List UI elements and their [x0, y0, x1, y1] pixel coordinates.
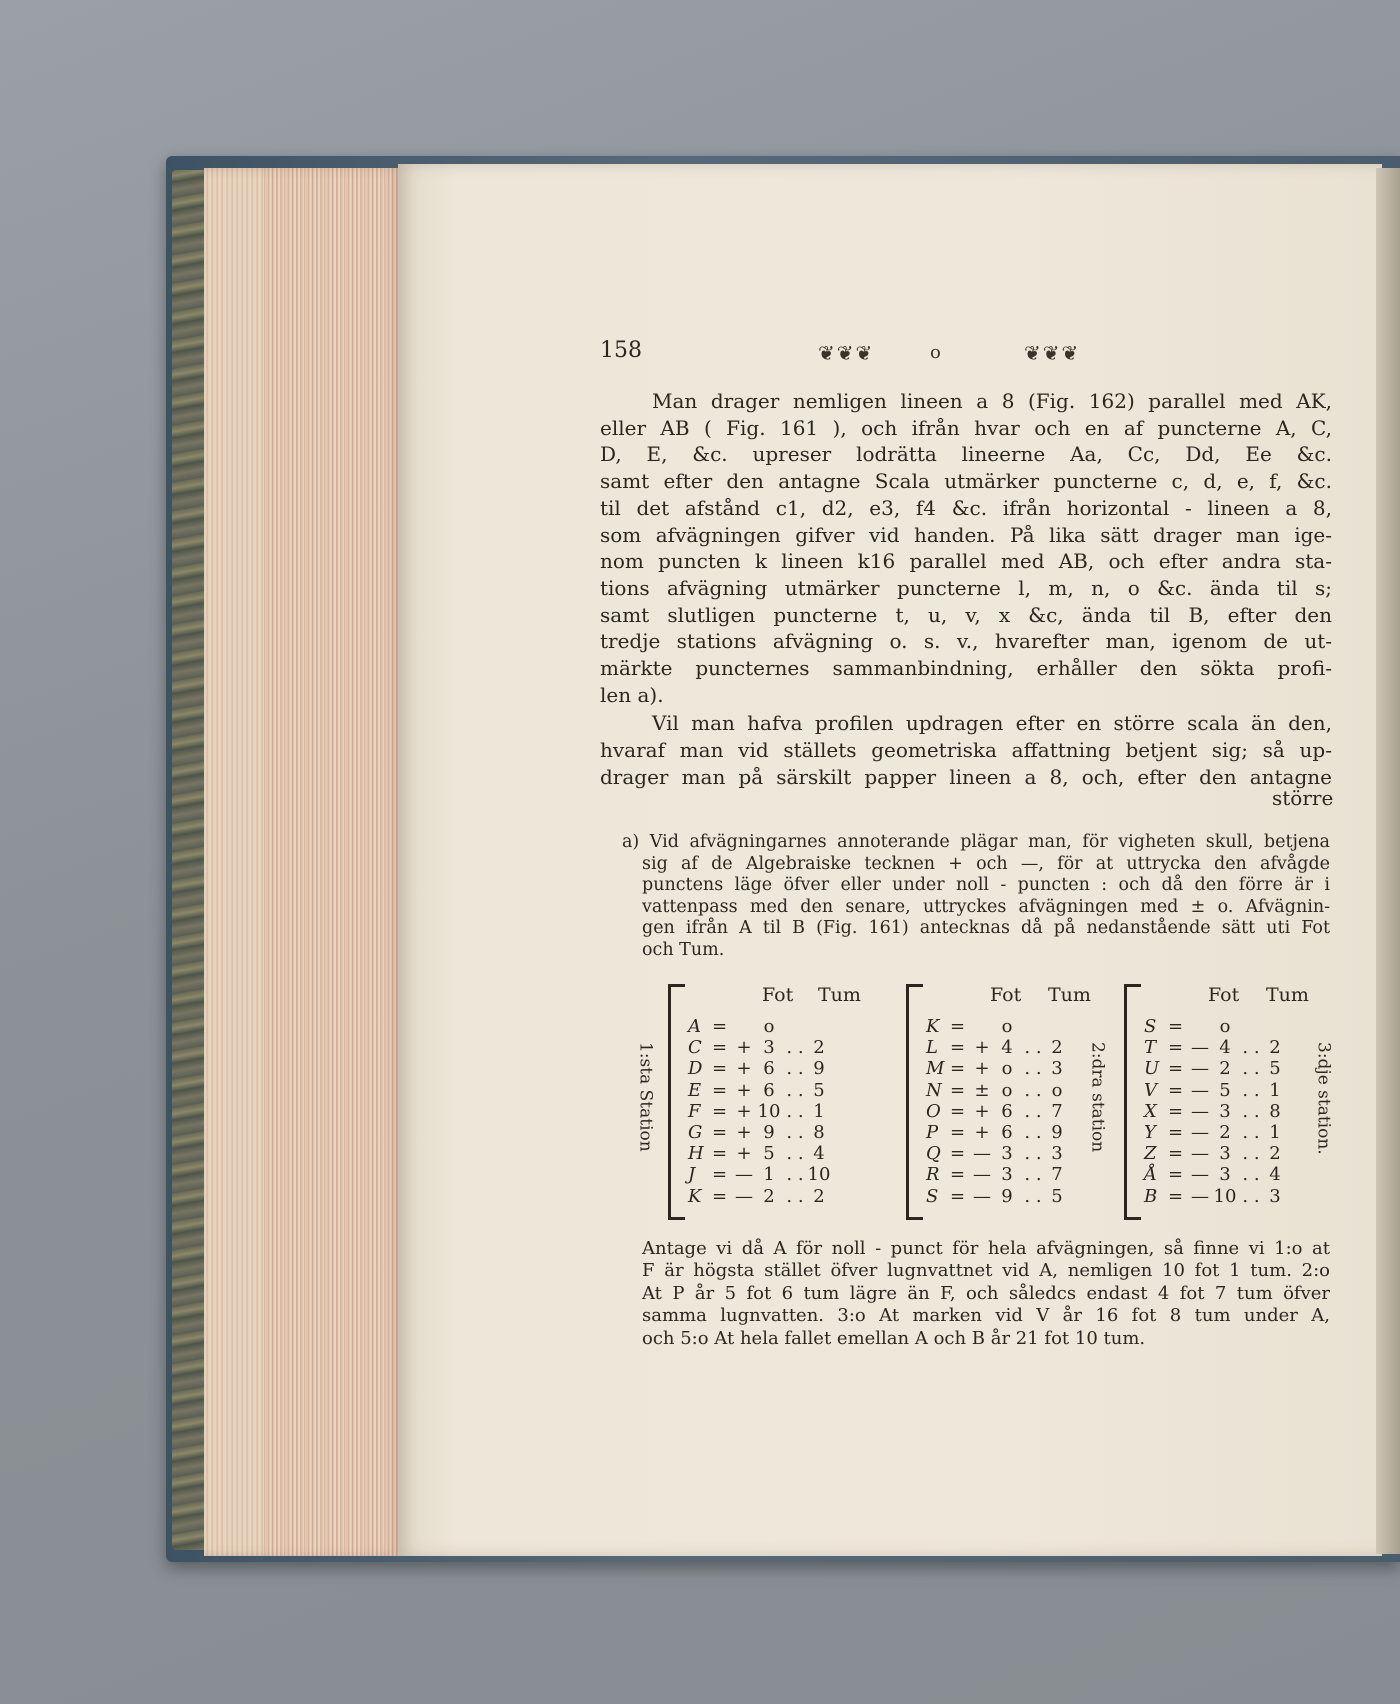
table-row [926, 1037, 1070, 1058]
cell-fot: 2 [1219, 1058, 1231, 1080]
equals-sign: = [1168, 1185, 1184, 1207]
table-bracket [1124, 984, 1141, 1220]
table-row [926, 1080, 1070, 1101]
equals-sign: = [712, 1058, 728, 1080]
conclusion-line: Antage vi då A för noll - punct för hela afvägningen, så finne vi 1:o at [642, 1238, 1330, 1259]
page-edges [204, 168, 400, 1556]
footnote-line: vattenpass med den senare, uttryckes afvägningen med ± o. Afvägnin- [642, 896, 1330, 917]
footnote-line: punctens läge öfver eller under noll - puncten : och då den förre är i [642, 875, 1330, 896]
body-line: tredje stations afvägning o. s. v., hvarefter man, igenom de ut- [600, 629, 1332, 654]
cell-fot: 6 [1001, 1122, 1013, 1143]
cell-sign: + [974, 1122, 990, 1143]
cell-tum: 2 [1269, 1037, 1281, 1059]
body-line: Vil man hafva profilen updragen efter en större scala än den, [652, 711, 1332, 736]
cell-var: P [926, 1122, 939, 1143]
body-line: len a). [600, 682, 664, 707]
separator-dots: . . [786, 1079, 804, 1101]
table-row [1144, 1058, 1288, 1079]
cell-tum: 1 [1269, 1122, 1281, 1143]
cell-sign: — [973, 1185, 991, 1207]
body-line: D, E, &c. upreser lodrätta lineerne Aa, Cc, Dd, Ee &c. [600, 442, 1332, 467]
equals-sign: = [1168, 1016, 1184, 1037]
cell-fot: 4 [1219, 1037, 1231, 1059]
body-line: eller AB ( Fig. 161 ), och ifrån hvar och en af puncterne A, C, [600, 415, 1332, 440]
conclusion-line: F är högsta stället öfver lugnvattnet vid A, nemligen 10 fot 1 tum. 2:o [642, 1260, 1330, 1282]
table-row [688, 1143, 832, 1164]
table-row [688, 1037, 832, 1058]
marbled-edge [172, 170, 206, 1550]
table-row [688, 1101, 832, 1122]
cell-var: C [688, 1037, 702, 1059]
station-label: 2:dra station [1087, 1042, 1108, 1153]
cell-fot: 9 [763, 1122, 775, 1143]
equals-sign: = [950, 1016, 966, 1037]
cell-tum: 1 [1269, 1079, 1281, 1101]
table-row [1144, 1143, 1288, 1164]
cell-sign: + [974, 1058, 990, 1080]
cell-var: M [926, 1058, 945, 1080]
table-bracket [906, 984, 923, 1220]
cell-fot: o [1001, 1058, 1013, 1080]
cell-tum: 7 [1051, 1164, 1063, 1186]
cell-fot: 2 [763, 1185, 775, 1207]
separator-dots: . . [1242, 1185, 1260, 1207]
cell-fot: o [763, 1016, 775, 1037]
table-row [926, 1122, 1070, 1143]
separator-dots: . . [1024, 1143, 1042, 1165]
cell-sign: — [1191, 1164, 1209, 1186]
cell-fot: 6 [763, 1058, 775, 1080]
cell-tum: 1 [813, 1100, 825, 1122]
separator-dots: . . [1024, 1185, 1042, 1207]
cell-tum: 3 [1051, 1058, 1063, 1080]
cell-fot: 5 [1219, 1079, 1231, 1101]
body-line: hvaraf man vid ställets geometriska affattning betjent sig; så up- [600, 738, 1332, 763]
cell-sign: ± [974, 1079, 990, 1101]
cell-tum: 2 [813, 1185, 825, 1207]
equals-sign: = [1168, 1164, 1184, 1186]
body-line: tions afvägning utmärker puncterne l, m, n, o &c. ända til s; [600, 575, 1332, 600]
separator-dots: . . [1242, 1143, 1260, 1165]
ornament-center-icon: o [930, 342, 943, 363]
cell-var: F [688, 1100, 701, 1122]
equals-sign: = [950, 1037, 966, 1059]
cell-fot: 3 [1001, 1143, 1013, 1165]
cell-tum: 2 [1051, 1037, 1063, 1059]
cell-var: U [1144, 1058, 1160, 1080]
cell-sign: — [1191, 1185, 1209, 1207]
ornament-right-icon: ❦❦❦ [1024, 341, 1081, 365]
cell-var: J [688, 1164, 696, 1186]
body-line: samt slutligen puncterne t, u, v, x &c, ända til B, efter den [600, 602, 1332, 627]
separator-dots: . . [1242, 1122, 1260, 1143]
cell-sign: + [736, 1037, 752, 1059]
cell-sign: — [735, 1185, 753, 1207]
separator-dots: . . [1242, 1164, 1260, 1186]
cell-fot: 3 [1001, 1164, 1013, 1186]
separator-dots: . . [786, 1185, 804, 1207]
table-row [926, 1164, 1070, 1185]
separator-dots: . . [786, 1058, 804, 1080]
cell-tum: 5 [1051, 1185, 1063, 1207]
separator-dots: . . [1024, 1058, 1042, 1080]
page-right-edge [1376, 168, 1400, 1554]
separator-dots: . . [786, 1164, 804, 1186]
cell-fot: 10 [1213, 1185, 1237, 1207]
cell-fot: 6 [1001, 1100, 1013, 1122]
table-row [926, 1143, 1070, 1164]
cell-sign: + [736, 1143, 752, 1165]
cell-var: L [926, 1037, 938, 1059]
footnote-line: a) Vid afvägningarnes annoterande plägar man, för vigheten skull, betjena [622, 832, 1330, 852]
equals-sign: = [1168, 1058, 1184, 1080]
cell-sign: + [736, 1079, 752, 1101]
equals-sign: = [1168, 1037, 1184, 1059]
body-line: samt efter den antagne Scala utmärker puncterne c, d, e, f, &c. [600, 469, 1332, 494]
cell-tum: 3 [1051, 1143, 1063, 1165]
separator-dots: . . [1024, 1122, 1042, 1143]
cell-sign: — [1191, 1079, 1209, 1101]
heading-tum: Tum [1266, 984, 1309, 1006]
cell-var: A [688, 1016, 701, 1037]
equals-sign: = [712, 1079, 728, 1101]
cell-var: Å [1144, 1164, 1157, 1186]
cell-var: D [688, 1058, 703, 1080]
table-row [688, 1186, 832, 1207]
cell-fot: 1 [763, 1164, 775, 1186]
separator-dots: . . [1024, 1164, 1042, 1186]
body-line: nom puncten k lineen k16 parallel med AB, och efter andra sta- [600, 549, 1332, 574]
table-row [1144, 1037, 1288, 1058]
cell-fot: o [1219, 1016, 1231, 1037]
cell-sign: — [1191, 1100, 1209, 1122]
separator-dots: . . [1024, 1079, 1042, 1101]
cell-sign: — [735, 1164, 753, 1186]
table-row [926, 1016, 1070, 1037]
cell-fot: 2 [1219, 1122, 1231, 1143]
cell-tum: 9 [813, 1058, 825, 1080]
heading-fot: Fot [762, 984, 794, 1006]
cell-tum: 5 [813, 1079, 825, 1101]
footnote-line: gen ifrån A til B (Fig. 161) antecknas då på nedanstående sätt uti Fot [642, 918, 1330, 939]
separator-dots: . . [1242, 1100, 1260, 1122]
equals-sign: = [712, 1185, 728, 1207]
cell-fot: 10 [757, 1100, 781, 1122]
station-label: 1:sta Station [635, 1042, 656, 1152]
body-line: til det afstånd c1, d2, e3, f4 &c. ifrån horizontal - lineen a 8, [600, 495, 1332, 520]
cell-tum: 4 [1269, 1164, 1281, 1186]
equals-sign: = [712, 1143, 728, 1165]
table-row [688, 1016, 832, 1037]
body-line: drager man på särskilt papper lineen a 8, och, efter den antagne [600, 764, 1332, 789]
separator-dots: . . [786, 1122, 804, 1143]
cell-sign: + [736, 1122, 752, 1143]
equals-sign: = [950, 1058, 966, 1080]
footnote-line: och Tum. [642, 940, 725, 960]
table-row [926, 1058, 1070, 1079]
conclusion-line: samma lugnvatten. 3:o At marken vid V år 16 fot 8 tum under A, [642, 1305, 1330, 1327]
body-line: som afvägningen gifver vid handen. På lika sätt drager man ige- [600, 522, 1332, 547]
cell-fot: 9 [1001, 1185, 1013, 1207]
equals-sign: = [1168, 1143, 1184, 1165]
equals-sign: = [950, 1143, 966, 1165]
cell-var: G [688, 1122, 703, 1143]
table-row [926, 1101, 1070, 1122]
separator-dots: . . [1242, 1079, 1260, 1101]
equals-sign: = [950, 1079, 966, 1101]
cell-var: K [926, 1016, 940, 1037]
cell-fot: 6 [763, 1079, 775, 1101]
separator-dots: . . [1024, 1037, 1042, 1059]
table-row [688, 1122, 832, 1143]
separator-dots: . . [1242, 1058, 1260, 1080]
page-header [600, 338, 1332, 368]
cell-fot: 3 [1219, 1100, 1231, 1122]
table-row [1144, 1186, 1288, 1207]
cell-var: K [688, 1185, 702, 1207]
table-row [688, 1164, 832, 1185]
cell-fot: o [1001, 1016, 1013, 1037]
station-label: 3:dje station. [1313, 1042, 1334, 1155]
cell-var: X [1144, 1100, 1157, 1122]
footnote-line: sig af de Algebraiske tecknen + och —, för at uttrycka den afvågde [642, 853, 1330, 874]
cell-sign: + [974, 1037, 990, 1059]
equals-sign: = [712, 1037, 728, 1059]
cell-sign: — [973, 1143, 991, 1165]
equals-sign: = [950, 1185, 966, 1207]
cell-fot: 5 [763, 1143, 775, 1165]
cell-sign: — [1191, 1143, 1209, 1165]
table-row [1144, 1016, 1288, 1037]
equals-sign: = [950, 1100, 966, 1122]
cell-var: N [926, 1079, 942, 1101]
cell-fot: 4 [1001, 1037, 1013, 1059]
cell-fot: 3 [1219, 1143, 1231, 1165]
cell-sign: + [736, 1100, 752, 1122]
conclusion-line: och 5:o At hela fallet emellan A och B år 21 fot 10 tum. [642, 1327, 1146, 1349]
cell-fot: 3 [763, 1037, 775, 1059]
cell-sign: — [1191, 1122, 1209, 1143]
cell-var: Y [1144, 1122, 1156, 1143]
cell-tum: 8 [813, 1122, 825, 1143]
table-row [688, 1080, 832, 1101]
cell-var: V [1144, 1079, 1157, 1101]
equals-sign: = [1168, 1079, 1184, 1101]
conclusion-line: At P år 5 fot 6 tum lägre än F, och såledcs endast 4 fot 7 tum öfver [642, 1282, 1330, 1304]
cell-sign: — [973, 1164, 991, 1186]
cell-var: T [1144, 1037, 1157, 1059]
heading-tum: Tum [1048, 984, 1091, 1006]
table-row [1144, 1122, 1288, 1143]
body-line: Man drager nemligen lineen a 8 (Fig. 162) parallel med AK, [652, 389, 1332, 413]
cell-var: Z [1144, 1143, 1157, 1165]
cell-var: H [688, 1143, 704, 1165]
cell-var: B [1144, 1185, 1158, 1207]
cell-tum: 4 [813, 1143, 825, 1165]
table-row [1144, 1080, 1288, 1101]
table-row [926, 1186, 1070, 1207]
ornament-left-icon: ❦❦❦ [818, 341, 875, 365]
cell-var: S [1144, 1016, 1157, 1037]
cell-sign: — [1191, 1037, 1209, 1059]
cell-sign: + [736, 1058, 752, 1080]
separator-dots: . . [786, 1037, 804, 1059]
cell-var: Q [926, 1143, 941, 1165]
equals-sign: = [1168, 1122, 1184, 1143]
cell-sign: — [1191, 1058, 1209, 1080]
cell-tum: 10 [807, 1164, 831, 1186]
body-line: märkte puncternes sammanbindning, erhåller den sökta profi- [600, 656, 1332, 680]
equals-sign: = [950, 1122, 966, 1143]
separator-dots: . . [786, 1143, 804, 1165]
cell-var: O [926, 1100, 941, 1122]
equals-sign: = [712, 1122, 728, 1143]
cell-tum: 9 [1051, 1122, 1063, 1143]
cell-fot: o [1001, 1079, 1013, 1101]
cell-tum: 5 [1269, 1058, 1281, 1080]
catchword: större [1272, 786, 1334, 810]
cell-tum: o [1051, 1079, 1063, 1101]
cell-fot: 3 [1219, 1164, 1231, 1186]
table-bracket [668, 984, 685, 1220]
table-row [1144, 1101, 1288, 1122]
equals-sign: = [950, 1164, 966, 1186]
table-row [688, 1058, 832, 1079]
equals-sign: = [712, 1016, 728, 1037]
cell-var: E [688, 1079, 702, 1101]
equals-sign: = [1168, 1100, 1184, 1122]
cell-tum: 8 [1269, 1100, 1281, 1122]
separator-dots: . . [1024, 1100, 1042, 1122]
separator-dots: . . [786, 1100, 804, 1122]
heading-tum: Tum [818, 984, 861, 1006]
cell-tum: 2 [813, 1037, 825, 1059]
cell-tum: 2 [1269, 1143, 1281, 1165]
cell-sign: + [974, 1100, 990, 1122]
cell-var: R [926, 1164, 940, 1186]
table-row [1144, 1164, 1288, 1185]
equals-sign: = [712, 1164, 728, 1186]
heading-fot: Fot [990, 984, 1022, 1006]
page-number: 158 [600, 338, 642, 363]
cell-tum: 7 [1051, 1100, 1063, 1122]
separator-dots: . . [1242, 1037, 1260, 1059]
heading-fot: Fot [1208, 984, 1240, 1006]
cell-var: S [926, 1185, 939, 1207]
cell-tum: 3 [1269, 1185, 1281, 1207]
equals-sign: = [712, 1100, 728, 1122]
